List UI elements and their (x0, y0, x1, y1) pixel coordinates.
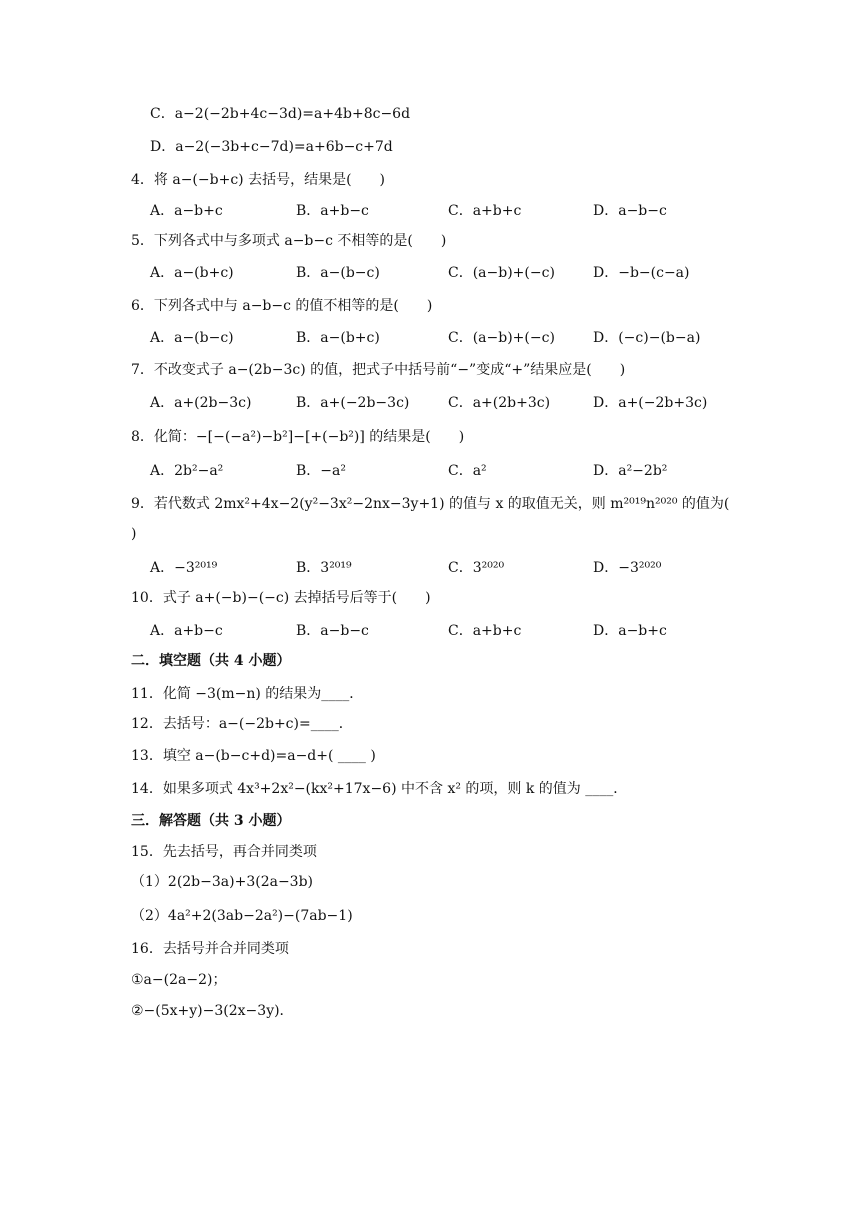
option-c: C．(a−b)+(−c) (448, 265, 555, 281)
option-b: B．a−b−c (296, 623, 369, 639)
section-3-title: 三．解答题（共 3 小题） (131, 813, 291, 829)
option-c: C．a² (448, 463, 487, 479)
q3-option-c: C．a−2(−2b+4c−3d)=a+4b+8c−6d (150, 106, 411, 122)
question-10-stem: 10．式子 a+(−b)−(−c) 去掉括号后等于( ) (131, 590, 431, 606)
option-b: B．a−(b+c) (296, 330, 380, 346)
question-9-stem: 9．若代数式 2mx²+4x−2(y²−3x²−2nx−3y+1) 的值与 x 的取值无关，则 m²⁰¹⁹n²⁰²⁰ 的值为( (131, 496, 730, 512)
question-6-stem: 6．下列各式中与 a−b−c 的值不相等的是( ) (131, 298, 433, 314)
question-9-options (0, 558, 860, 578)
option-a: A．−3²⁰¹⁹ (150, 560, 218, 576)
question-7-stem: 7．不改变式子 a−(2b−3c) 的值，把式子中括号前“−”变成“+”结果应是( ) (131, 362, 626, 378)
question-16-part-1: ①a−(2a−2)； (131, 972, 227, 988)
option-c: C．(a−b)+(−c) (448, 330, 555, 346)
option-b: B．a+(−2b−3c) (296, 395, 410, 411)
option-b: B．a−(b−c) (296, 265, 380, 281)
question-15: 15．先去括号，再合并同类项 (131, 844, 317, 860)
question-14: 14．如果多项式 4x³+2x²−(kx²+17x−6) 中不含 x² 的项，则 k 的值为 ____． (131, 781, 628, 797)
question-7-options (0, 393, 860, 413)
question-4-stem: 4．将 a−(−b+c) 去括号，结果是( ) (131, 172, 385, 188)
option-c: C．a+b+c (448, 203, 522, 219)
question-16-part-2: ②−(5x+y)−3(2x−3y)． (131, 1003, 294, 1019)
option-a: A．a−b+c (150, 203, 223, 219)
question-15-part-1: （1）2(2b−3a)+3(2a−3b) (131, 874, 314, 890)
option-a: A．a+(2b−3c) (150, 395, 252, 411)
option-d: D．a²−2b² (593, 463, 668, 479)
question-5-stem: 5．下列各式中与多项式 a−b−c 不相等的是( ) (131, 233, 447, 249)
question-8-stem: 8．化简：−[−(−a²)−b²]−[+(−b²)] 的结果是( ) (131, 429, 465, 445)
question-8-options (0, 461, 860, 481)
question-4-options (0, 201, 860, 221)
question-9-stem-cont: ) (131, 526, 137, 542)
question-10-options (0, 621, 860, 641)
question-13: 13．填空 a−(b−c+d)=a−d+( ____ ) (131, 748, 376, 764)
question-16: 16．去括号并合并同类项 (131, 941, 289, 957)
option-b: B．3²⁰¹⁹ (296, 560, 352, 576)
option-d: D．−b−(c−a) (593, 265, 690, 281)
option-d: D．a−b−c (593, 203, 667, 219)
option-a: A．a+b−c (150, 623, 223, 639)
q3-option-d: D．a−2(−3b+c−7d)=a+6b−c+7d (150, 139, 393, 155)
option-d: D．a+(−2b+3c) (593, 395, 708, 411)
option-d: D．a−b+c (593, 623, 667, 639)
question-15-part-2: （2）4a²+2(3ab−2a²)−(7ab−1) (131, 908, 353, 924)
option-d: D．−3²⁰²⁰ (593, 560, 662, 576)
option-c: C．a+(2b+3c) (448, 395, 551, 411)
question-11: 11．化简 −3(m−n) 的结果为____． (131, 686, 364, 702)
option-b: B．a+b−c (296, 203, 369, 219)
option-a: A．a−(b+c) (150, 265, 234, 281)
option-b: B．−a² (296, 463, 346, 479)
option-c: C．3²⁰²⁰ (448, 560, 505, 576)
option-d: D．(−c)−(b−a) (593, 330, 701, 346)
question-12: 12．去括号：a−(−2b+c)=____． (131, 716, 353, 732)
section-2-title: 二．填空题（共 4 小题） (131, 653, 291, 669)
question-5-options (0, 263, 860, 283)
option-c: C．a+b+c (448, 623, 522, 639)
option-a: A．2b²−a² (150, 463, 224, 479)
question-6-options (0, 328, 860, 348)
option-a: A．a−(b−c) (150, 330, 234, 346)
